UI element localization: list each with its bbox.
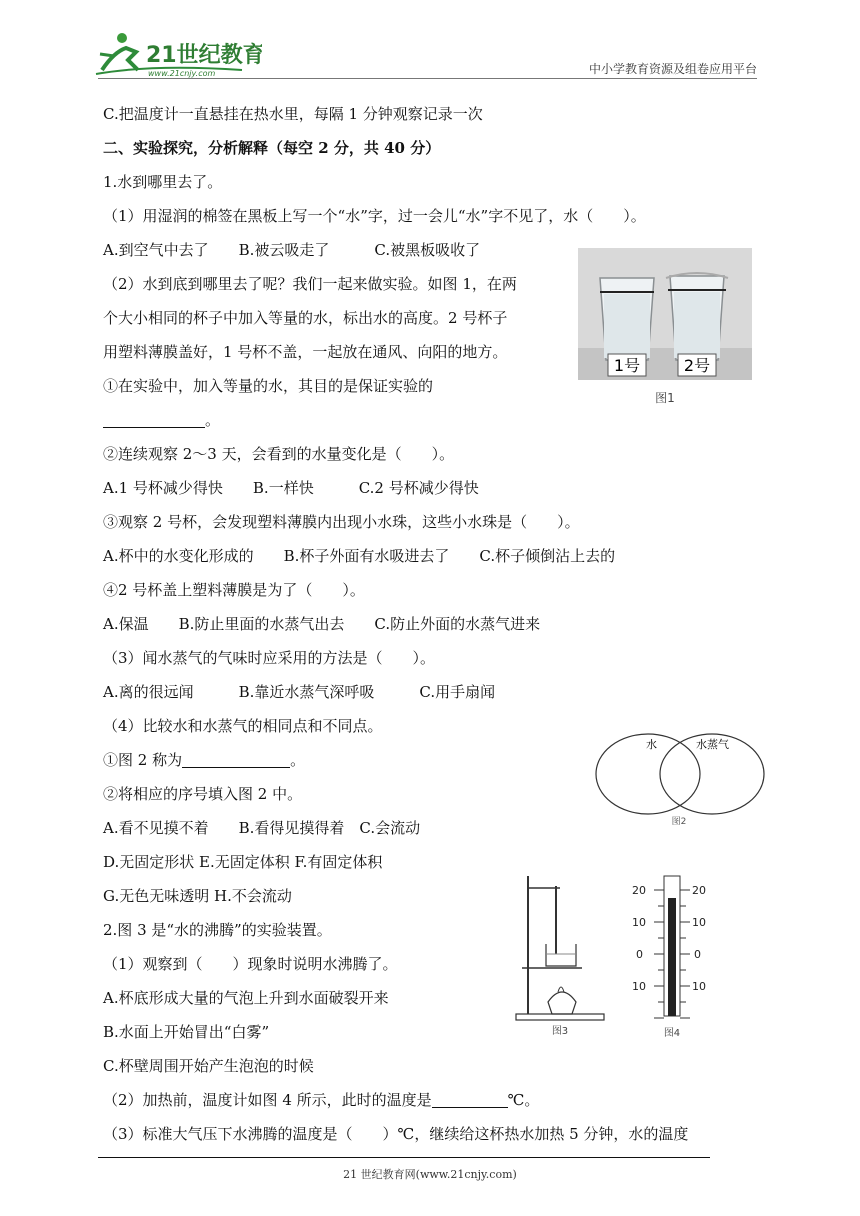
header-divider (98, 78, 757, 79)
answer-blank[interactable] (432, 1091, 508, 1108)
svg-text:www.21cnjy.com: www.21cnjy.com (148, 69, 216, 78)
answer-options: A.到空气中去了 B.被云吸走了 C.被黑板吸收了 (103, 241, 481, 259)
question-text: （1）观察到（ ）现象时说明水沸腾了。 (103, 955, 398, 973)
tick-label: 20 (692, 884, 706, 897)
answer-options: A.看不见摸不着 B.看得见摸得着 C.会流动 (103, 819, 421, 837)
question-text: （4）比较水和水蒸气的相同点和不同点。 (103, 717, 383, 735)
question-text: （3）标准大气压下水沸腾的温度是（ ）℃，继续给这杯热水加热 5 分钟，水的温度 (103, 1125, 689, 1143)
figure-3-apparatus (510, 866, 610, 1042)
text-line: C.把温度计一直悬挂在热水里，每隔 1 分钟观察记录一次 (103, 105, 483, 123)
site-logo (92, 30, 262, 80)
fill-blank-line: 。 (103, 410, 220, 430)
tick-label: 10 (692, 916, 706, 929)
question-text: ②连续观察 2～3 天，会看到的水量变化是（ ）。 (103, 445, 455, 463)
figure-4-thermometer (628, 872, 718, 1042)
answer-options: C.杯壁周围开始产生泡泡的时候 (103, 1057, 314, 1075)
tick-label: 0 (636, 948, 643, 961)
figure-3-caption: 图3 (551, 1026, 569, 1037)
cup-1-label: 1号 (613, 356, 641, 375)
answer-blank[interactable] (103, 411, 205, 428)
tick-label: 10 (632, 980, 646, 993)
platform-name: 中小学教育资源及组卷应用平台 (588, 62, 757, 76)
answer-options: A.1 号杯减少得快 B.一样快 C.2 号杯减少得快 (103, 479, 479, 497)
footer-text: 21 世纪教育网(www.21cnjy.com) (343, 1168, 517, 1181)
venn-right-label: 水蒸气 (696, 738, 729, 751)
tick-label: 10 (692, 980, 706, 993)
section-heading: 二、实验探究，分析解释（每空 2 分，共 40 分） (103, 139, 441, 157)
tick-label: 0 (694, 948, 701, 961)
question-text: ②将相应的序号填入图 2 中。 (103, 785, 303, 803)
question-text: ④2 号杯盖上塑料薄膜是为了（ ）。 (103, 581, 365, 599)
figure-4-caption: 图4 (663, 1028, 681, 1039)
answer-options: B.水面上开始冒出“白雾” (103, 1023, 270, 1041)
answer-options: A.杯底形成大量的气泡上升到水面破裂开来 (103, 989, 389, 1007)
tick-label: 10 (632, 916, 646, 929)
figure-2-venn (588, 728, 770, 828)
question-text: ③观察 2 号杯，会发现塑料薄膜内出现小水珠，这些小水珠是（ ）。 (103, 513, 580, 531)
question-text: （3）闻水蒸气的气味时应采用的方法是（ ）。 (103, 649, 436, 667)
question-text: （1）用湿润的棉签在黑板上写一个“水”字，过一会儿“水”字不见了，水（ ）。 (103, 207, 646, 225)
answer-options: D.无固定形状 E.无固定体积 F.有固定体积 (103, 853, 383, 871)
figure-2-caption: 图2 (671, 817, 687, 827)
footer-divider (98, 1157, 710, 1158)
venn-left-label: 水 (646, 738, 657, 751)
cup-2-label: 2号 (683, 356, 711, 375)
tick-label: 20 (632, 884, 646, 897)
answer-options: A.杯中的水变化形成的 B.杯子外面有水吸进去了 C.杯子倾倒沾上去的 (103, 547, 616, 565)
question-text: （2）水到底到哪里去了呢？我们一起来做实验。如图 1，在两 (103, 275, 517, 293)
answer-options: G.无色无味透明 H.不会流动 (103, 887, 292, 905)
figure-1-caption: 图1 (655, 391, 675, 405)
figure-1 (578, 248, 752, 408)
answer-options: A.保温 B.防止里面的水蒸气出去 C.防止外面的水蒸气进来 (103, 615, 541, 633)
question-title: 1.水到哪里去了。 (103, 173, 223, 191)
question-text: 用塑料薄膜盖好，1 号杯不盖，一起放在通风、向阳的地方。 (103, 343, 508, 361)
answer-blank[interactable] (182, 751, 290, 768)
runner-logo-icon (92, 30, 262, 80)
question-title: 2.图 3 是“水的沸腾”的实验装置。 (103, 921, 332, 939)
fill-blank-line: ①图 2 称为 。 (103, 751, 306, 769)
question-text: ①在实验中，加入等量的水，其目的是保证实验的 (103, 377, 434, 395)
svg-text:21世纪教育: 21世纪教育 (146, 43, 262, 68)
question-text: 个大小相同的杯子中加入等量的水，标出水的高度。2 号杯子 (103, 309, 508, 327)
fill-blank-line: （2）加热前，温度计如图 4 所示，此时的温度是 ℃。 (103, 1091, 540, 1109)
answer-options: A.离的很远闻 B.靠近水蒸气深呼吸 C.用手扇闻 (103, 683, 496, 701)
